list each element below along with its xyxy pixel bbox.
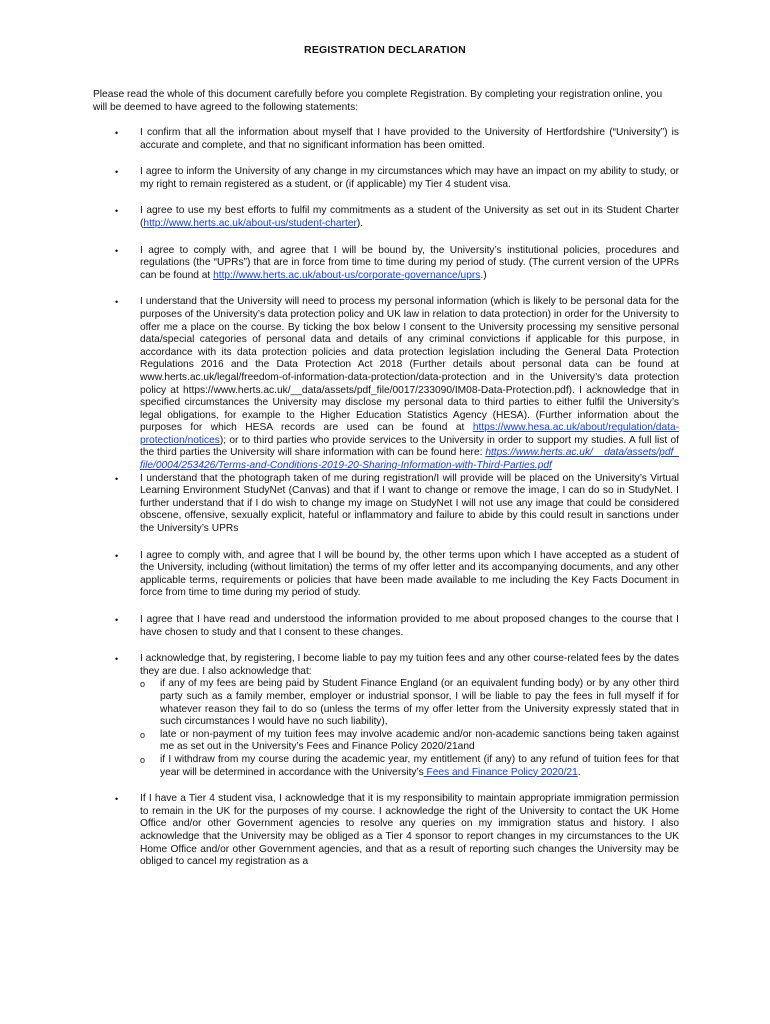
sub-list-item [140, 754, 679, 779]
list-item [93, 166, 679, 191]
item-text: I agree to comply with, and agree that I will be bound by, the other terms upon which I have accepted as a student of the University, including (without limitation) the terms of my offer letter and its accompanying documents, and any other applicable terms, requirements or policies that have been made available to me including the Key Facts Document in force from time to time during my period of study. [140, 549, 679, 599]
fees-policy-link[interactable]: Fees and Finance Policy 2020/21 [423, 766, 578, 778]
list-item [93, 614, 679, 639]
bullet-icon: • [115, 654, 119, 665]
student-charter-link[interactable]: http://www.herts.ac.uk/about-us/student-charter [143, 217, 357, 229]
item-text: I agree to inform the University of any change in my circumstances which may have an impact on my ability to study, or my right to remain registered as a student, or (if applicable) my Tier 4 student visa. [140, 166, 679, 190]
item-text: I agree that I have read and understood the information provided to me about proposed changes to the course that I have chosen to study and that I consent to these changes. [140, 614, 679, 638]
fees-sublist [140, 678, 679, 779]
item-text-end: .) [480, 269, 487, 281]
list-item [93, 245, 679, 283]
bullet-icon: • [115, 245, 119, 256]
list-item [93, 127, 679, 152]
item-text: I agree to comply with, and agree that I will be bound by, the University’s institutional policies, procedures and regulations (the “UPRs”) that are in force from time to time during my period of study. (The current version of the UPRs can be found at [140, 244, 679, 281]
item-text-mid: ); or to third parties who provide services to the University in order to support my studies. A full list of the third parties the University will share information with can be found here: [140, 434, 679, 459]
sub-list-item [140, 678, 679, 728]
list-item [93, 205, 679, 230]
circle-bullet-icon: o [140, 754, 146, 765]
item-text: If I have a Tier 4 student visa, I acknowledge that it is my responsibility to maintain appropriate immigration permission to remain in the UK for the purposes of my course. I acknowledge the right of the University to contact the UK Home Office and/or other Government agencies to resolve any queries on my immigration status and history. I also acknowledge that the University may be obliged as a Tier 4 sponsor to report changes in my circumstances to the UK Home Office and/or other Government agencies, and that as a result of reporting such changes the University may be obliged to cancel my registration as a [140, 793, 679, 868]
item-text: I acknowledge that, by registering, I become liable to pay my tuition fees and any other course-related fees by the dates they are due. I also acknowledge that: [140, 653, 679, 677]
item-text: I agree to use my best efforts to fulfil my commitments as a student of the University as set out in its Student Charter ( [140, 205, 679, 229]
list-item [93, 550, 679, 600]
item-text: I confirm that all the information about myself that I have provided to the University of Hertfordshire (“University”) is accurate and complete, and that no significant information has been omitted. [140, 127, 679, 151]
bullet-icon: • [115, 297, 119, 308]
sub-item-text: late or non-payment of my tuition fees may involve academic and/or non-academic sanctions being taken against me as set out in the University’s Fees and Finance Policy 2020/21and [160, 728, 679, 753]
circle-bullet-icon: o [140, 679, 146, 690]
page-title: REGISTRATION DECLARATION [304, 44, 466, 56]
bullet-icon: • [115, 128, 119, 138]
item-text-end: ). [356, 217, 364, 229]
bullet-icon: • [115, 473, 119, 484]
third-parties-link[interactable]: https://www.herts.ac.uk/__data/assets/pdf_file/0004/253426/Terms-and-Conditions-2019-20-Sharing-Information-with-Third-Parties.pdf [140, 447, 679, 472]
bullet-icon: • [115, 167, 119, 178]
uprs-link[interactable]: http://www.herts.ac.uk/about-us/corporate-governance/uprs [213, 269, 481, 281]
declaration-list [93, 127, 679, 869]
item-text: I understand that the photograph taken of me during registration/I will provide will be placed on the University’s Virtual Learning Environment StudyNet (Canvas) and that if I want to change or remove the image, I can do so in StudyNet. I further understand that if I do wish to change my image on StudyNet I will not use any image that could be considered obscene, offensive, sexually explicit, hateful or inflammatory and failure to abide by this could result in sanctions under the University’s UPRs [140, 472, 679, 535]
item-text: I understand that the University will need to process my personal information (which is likely to be personal data for the purposes of the University’s data protection policy and UK law in relation to data protection) in order for the University to offer me a place on the course. By ticking the box below I consent to the University processing my sensitive personal data/special categories of personal data and details of any criminal convictions if applicable for this purpose, in accordance with its data protection policies and data protection legislation including the General Data Protection Regulations 2016 and the Data Protection Act 2018 (Further details about personal data can be found at www.herts.ac.uk/legal/freedom-of-information-data-protection/data-protection and in the University’s data protection policy at https://www.herts.ac.uk/__data/assets/pdf_file/0017/233090/IM08-Data-Protection.pdf). I acknowledge that in specified circumstances the University may disclose my personal data to third parties to either fulfil the University’s legal obligations, for example to the Higher Education Statistics Agency (HESA). (Further information about the purposes for which HESA records are used can be found at [140, 296, 679, 434]
circle-bullet-icon: o [140, 729, 146, 740]
sub-item-text: if any of my fees are being paid by Student Finance England (or an equivalent funding body) or by any other third party such as a family member, employer or industrial sponsor, I will be liable to pay the fees in full myself if for whatever reason they fail to do so (unless the terms of my offer letter from the University expressly stated that in such circumstances I would have no such liability), [160, 678, 679, 728]
intro-paragraph: Please read the whole of this document carefully before you complete Registration. By completing your registration online, you will be deemed to have agreed to the following statements: [93, 89, 663, 113]
list-item [93, 473, 679, 536]
bullet-icon: • [115, 794, 119, 805]
sub-item-text-end: . [577, 766, 581, 778]
list-item [93, 793, 679, 869]
bullet-icon: • [115, 550, 119, 561]
sub-item-text: if I withdraw from my course during the academic year, my entitlement (if any) to any refund of tuition fees for that year will be determined in accordance with the University’s [160, 753, 679, 778]
bullet-icon: • [115, 206, 119, 217]
bullet-icon: • [115, 615, 119, 625]
list-item [93, 296, 679, 472]
list-item [93, 653, 679, 779]
sub-list-item [140, 729, 679, 754]
hesa-notices-link[interactable]: https://www.hesa.ac.uk/about/regulation/data-protection/notices [140, 422, 679, 446]
